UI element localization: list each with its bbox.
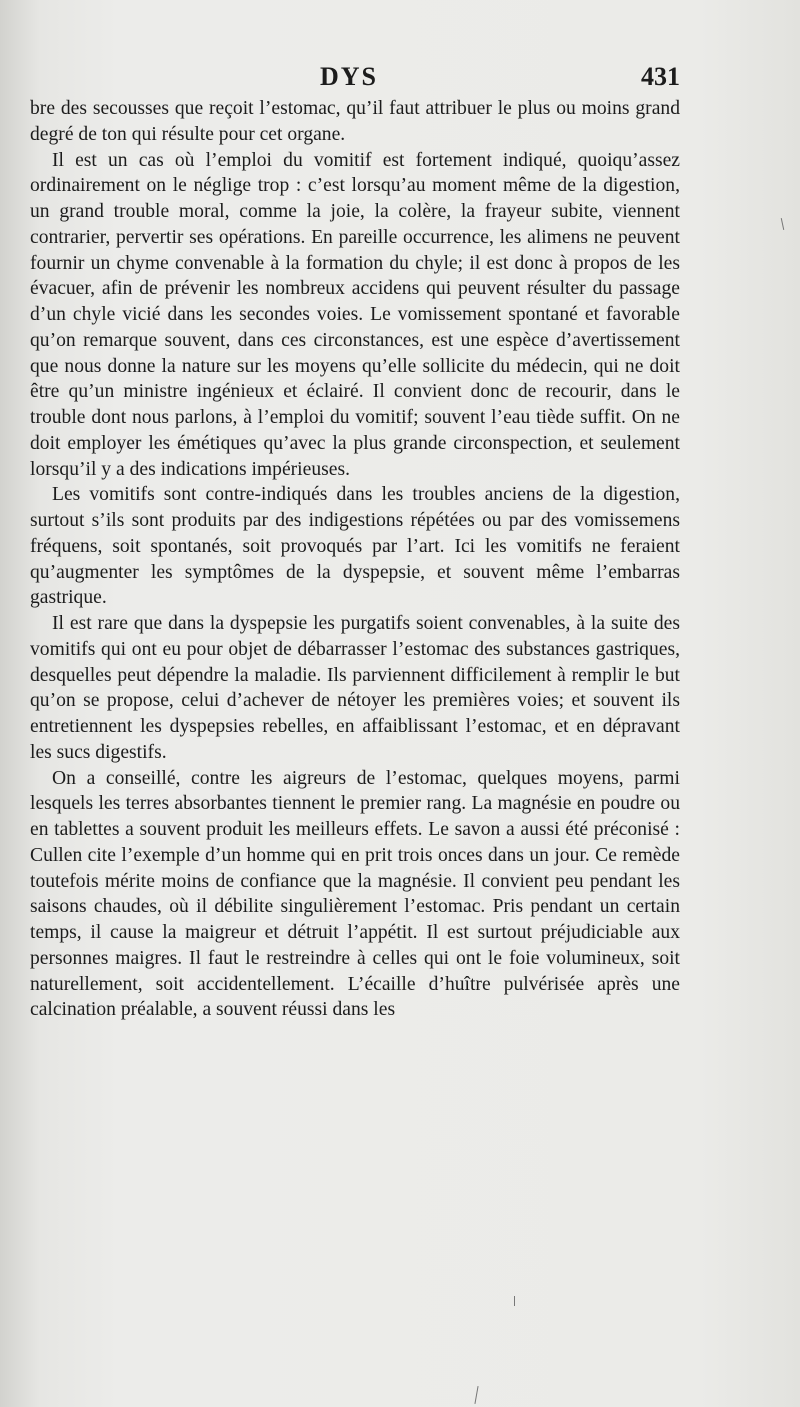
paper-fiber-mark [514, 1296, 515, 1306]
paragraph: On a conseillé, contre les aigreurs de l’estomac, quelques moyens, parmi lesquels les terres absorbantes tiennent le premier rang. La magnésie en poudre ou en tablettes a souvent produit les meilleurs effets. Le savon a aussi été préconisé : Cullen cite l’exemple d’un homme qui en prit trois onces dans un jour. Ce remède toutefois mérite moins de confiance que la magnésie. Il convient peu pendant les saisons chaudes, où il débilite singulièrement l’estomac. Pris pendant un certain temps, il cause la maigreur et détruit l’appétit. Il est surtout préjudiciable aux personnes maigres. Il faut le restreindre à celles qui ont le foie volumineux, soit naturellement, soit accidentellement. L’écaille d’huître pulvérisée après une calcination préalable, a souvent réussi dans les [30, 767, 680, 1021]
paragraph-continued: bre des secousses que reçoit l’estomac, qu’il faut attribuer le plus ou moins grand degré de ton qui résulte pour cet organe. [30, 98, 680, 145]
paper-fiber-mark [781, 218, 784, 230]
page-body [30, 96, 680, 1023]
running-head: DYS [320, 62, 379, 91]
page-number: 431 [641, 62, 680, 91]
paragraph: Il est rare que dans la dyspepsie les purgatifs soient convenables, à la suite des vomitifs qui ont eu pour objet de débarrasser l’estomac des substances gastriques, desquelles peut dépendre la maladie. Ils parviennent difficilement à remplir le but qu’on se propose, celui d’achever de nétoyer les premières voies; et souvent ils entretiennent les dyspepsies rebelles, en affaiblissant l’estomac, et en dépravant les sucs digestifs. [30, 613, 680, 763]
paragraph: Les vomitifs sont contre-indiqués dans les troubles anciens de la digestion, surtout s’ils sont produits par des indigestions répétées ou par des vomissemens fréquens, soit spontanés, soit provoqués par l’art. Ici les vomitifs ne feraient qu’augmenter les symptômes de la dyspepsie, et souvent même l’embarras gastrique. [30, 484, 680, 609]
paragraph: Il est un cas où l’emploi du vomitif est fortement indiqué, quoiqu’assez ordinairement on le néglige trop : c’est lorsqu’au moment même de la digestion, un grand trouble moral, comme la joie, la colère, la frayeur subite, viennent contrarier, pervertir ses opérations. En pareille occurrence, les alimens ne peuvent fournir un chyme convenable à la formation du chyle; il est donc à propos de les évacuer, afin de prévenir les nombreux accidens qui peuvent résulter du passage d’un chyle vicié dans les secondes voies. Le vomissement spontané et favorable qu’on remarque souvent, dans ces circonstances, est une espèce d’avertissement que nous donne la nature sur les moyens qu’elle sollicite du médecin, qui ne doit être qu’un ministre ingénieux et éclairé. Il convient donc de recourir, dans le trouble dont nous parlons, à l’emploi du vomitif; souvent l’eau tiède suffit. On ne doit employer les émétiques qu’avec la plus grande circonspection, et seulement lorsqu’il y a des indications impérieuses. [30, 149, 680, 480]
page-header [30, 62, 680, 94]
paper-fiber-mark [474, 1386, 478, 1404]
